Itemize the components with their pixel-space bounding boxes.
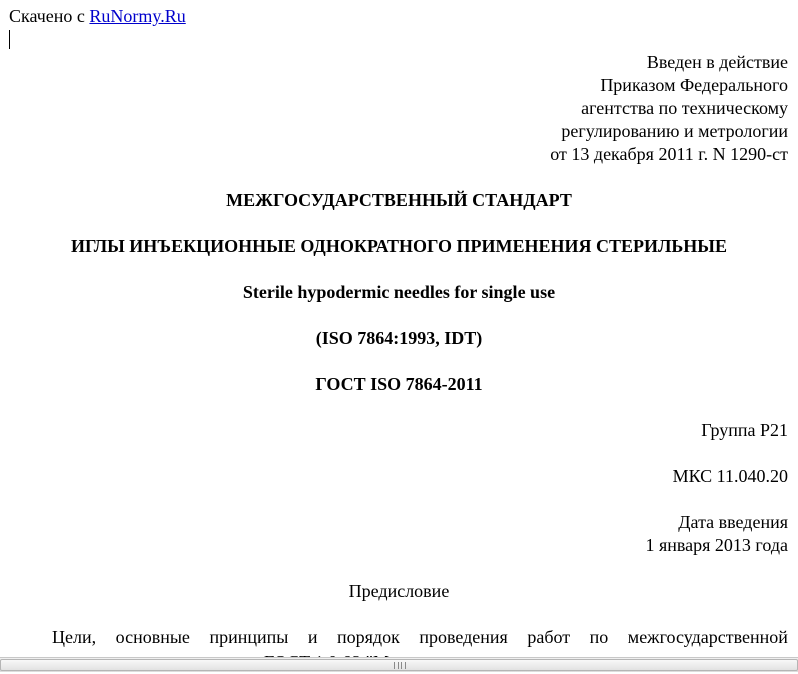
foreword-word: межгосударственной [627, 627, 788, 647]
foreword-word: работ [527, 627, 571, 647]
source-prefix: Скачено с [9, 6, 85, 26]
group-code: Группа Р21 [701, 420, 788, 440]
intro-line-5: от 13 декабря 2011 г. N 1290-ст [550, 144, 788, 164]
intro-line-1: Введен в действие [646, 52, 788, 72]
source-line [9, 5, 186, 28]
mks-code: МКС 11.040.20 [672, 466, 788, 486]
standard-title-ru: ИГЛЫ ИНЪЕКЦИОННЫЕ ОДНОКРАТНОГО ПРИМЕНЕНИЯ СТЕРИЛЬНЫЕ [70, 236, 727, 256]
gost-number: ГОСТ ISO 7864-2011 [315, 374, 483, 394]
foreword-word: по [589, 627, 609, 647]
scrollbar-thumb[interactable] [0, 659, 798, 671]
intro-date-value: 1 января 2013 года [645, 535, 788, 555]
intro-line-2: Приказом Федерального [600, 75, 788, 95]
foreword-paragraph-line-1 [52, 626, 788, 649]
intro-line-3: агентства по техническому [581, 98, 788, 118]
foreword-word: порядок [337, 627, 400, 647]
intro-line-4: регулированию и метрологии [561, 121, 788, 141]
foreword-word: проведения [419, 627, 508, 647]
foreword-word: основные [115, 627, 190, 647]
foreword-word: Цели, [52, 627, 97, 647]
standard-type-heading: МЕЖГОСУДАРСТВЕННЫЙ СТАНДАРТ [226, 190, 572, 210]
horizontal-scrollbar[interactable] [0, 657, 798, 672]
standard-title-en: Sterile hypodermic needles for single use [242, 282, 556, 302]
intro-date-label: Дата введения [678, 512, 788, 532]
iso-reference: (ISO 7864:1993, IDT) [315, 328, 483, 348]
grip-icon [394, 662, 406, 669]
foreword-heading: Предисловие [348, 581, 450, 601]
text-cursor [9, 30, 10, 49]
source-link[interactable]: RuNormy.Ru [89, 6, 186, 26]
foreword-word: и [307, 627, 318, 647]
foreword-word: принципы [209, 627, 289, 647]
